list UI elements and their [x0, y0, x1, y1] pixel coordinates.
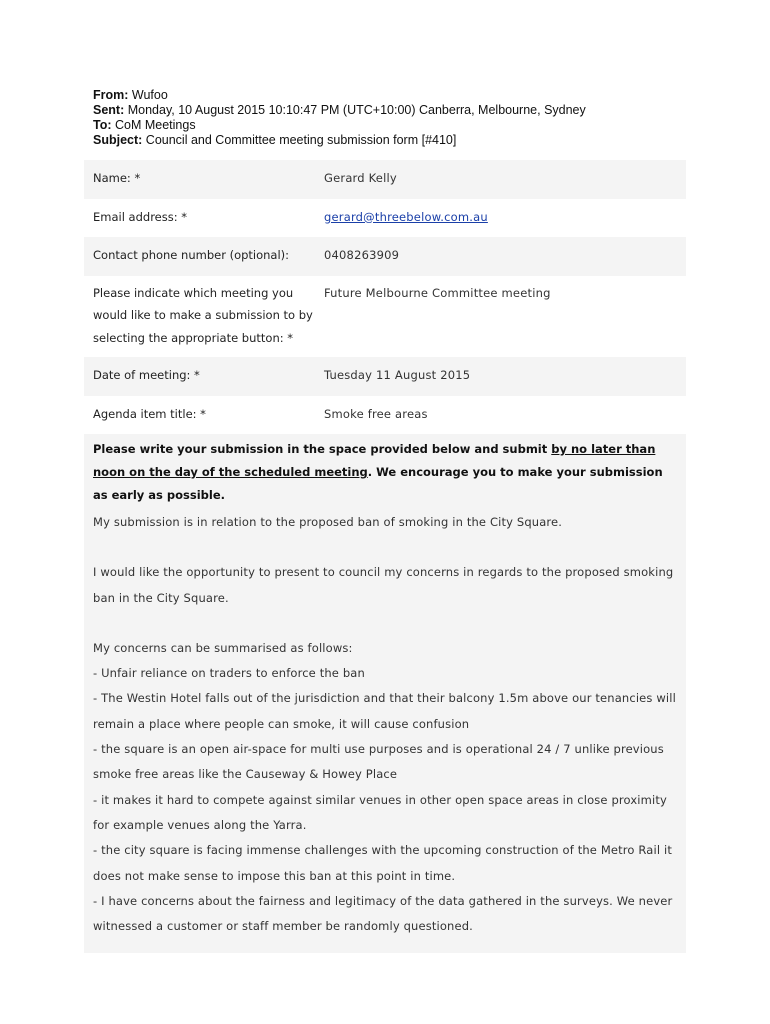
sent-line: [93, 103, 693, 118]
date-value: Tuesday 11 August 2015: [324, 368, 471, 382]
phone-label: Contact phone number (optional):: [93, 248, 290, 262]
concern-item: - The Westin Hotel falls out of the jurisdiction and that their balcony 1.5m above our tenancies will remain a place where people can smoke, it will cause confusion: [93, 691, 676, 731]
concerns-intro: My concerns can be summarised as follows:: [93, 640, 353, 655]
from-value: Wufoo: [131, 88, 168, 102]
name-value: Gerard Kelly: [324, 171, 397, 185]
phone-row: [84, 237, 686, 276]
submission-form: [84, 160, 686, 953]
to-label: To:: [93, 118, 112, 132]
subject-line: [93, 133, 693, 148]
submission-block: [84, 434, 686, 953]
to-line: [93, 118, 693, 133]
agenda-value: Smoke free areas: [324, 406, 428, 421]
agenda-row: [84, 396, 686, 435]
submission-para-2: I would like the opportunity to present to council my concerns in regards to the proposed smoking ban in the City Square.: [93, 565, 674, 605]
email-header: [93, 88, 693, 148]
meeting-row: [84, 276, 686, 358]
submission-instruction: [93, 438, 677, 507]
date-label: Date of meeting: *: [93, 368, 200, 382]
name-row: [84, 160, 686, 199]
sent-label: Sent:: [93, 103, 125, 117]
to-value: CoM Meetings: [115, 118, 196, 132]
phone-value: 0408263909: [324, 248, 400, 262]
submission-para-1: My submission is in relation to the proposed ban of smoking in the City Square.: [93, 515, 563, 529]
date-row: [84, 357, 686, 396]
concern-item: - Unfair reliance on traders to enforce the ban: [93, 666, 365, 681]
name-label: Name: *: [93, 171, 141, 185]
agenda-label: Agenda item title: *: [93, 406, 206, 421]
sent-value: Monday, 10 August 2015 10:10:47 PM (UTC+10:00) Canberra, Melbourne, Sydney: [127, 103, 586, 117]
concern-item: - it makes it hard to compete against similar venues in other open space areas in close proximity for example venues along the Yarra.: [93, 792, 667, 832]
meeting-label: Please indicate which meeting you would like to make a submission to by selecting the appropriate button: *: [93, 285, 313, 345]
email-value-cell: [324, 206, 677, 229]
concern-item: - I have concerns about the fairness and legitimacy of the data gathered in the surveys. We never witnessed a customer or staff member be randomly questioned.: [93, 893, 673, 934]
instruction-text-end: . We encourage you to make your submission as early as possible.: [93, 465, 663, 502]
email-link[interactable]: gerard@threebelow.com.au: [324, 209, 488, 224]
from-line: [93, 88, 693, 103]
instruction-deadline: by no later than noon on the day of the scheduled meeting: [93, 442, 656, 479]
email-label: Email address: *: [93, 209, 188, 224]
instruction-text-start: Please write your submission in the space provided below and submit: [93, 442, 552, 456]
concern-item: - the square is an open air-space for multi use purposes and is operational 24 / 7 unlike previous smoke free areas like the Causeway & Howey Place: [93, 742, 664, 782]
email-row: [84, 199, 686, 238]
subject-value: Council and Committee meeting submission form [#410]: [145, 133, 457, 147]
subject-label: Subject:: [93, 133, 143, 147]
meeting-value: Future Melbourne Committee meeting: [324, 285, 551, 300]
from-label: From:: [93, 88, 129, 102]
concern-item: - the city square is facing immense challenges with the upcoming construction of the Metro Rail it does not make sense to impose this ban at this point in time.: [93, 843, 672, 883]
